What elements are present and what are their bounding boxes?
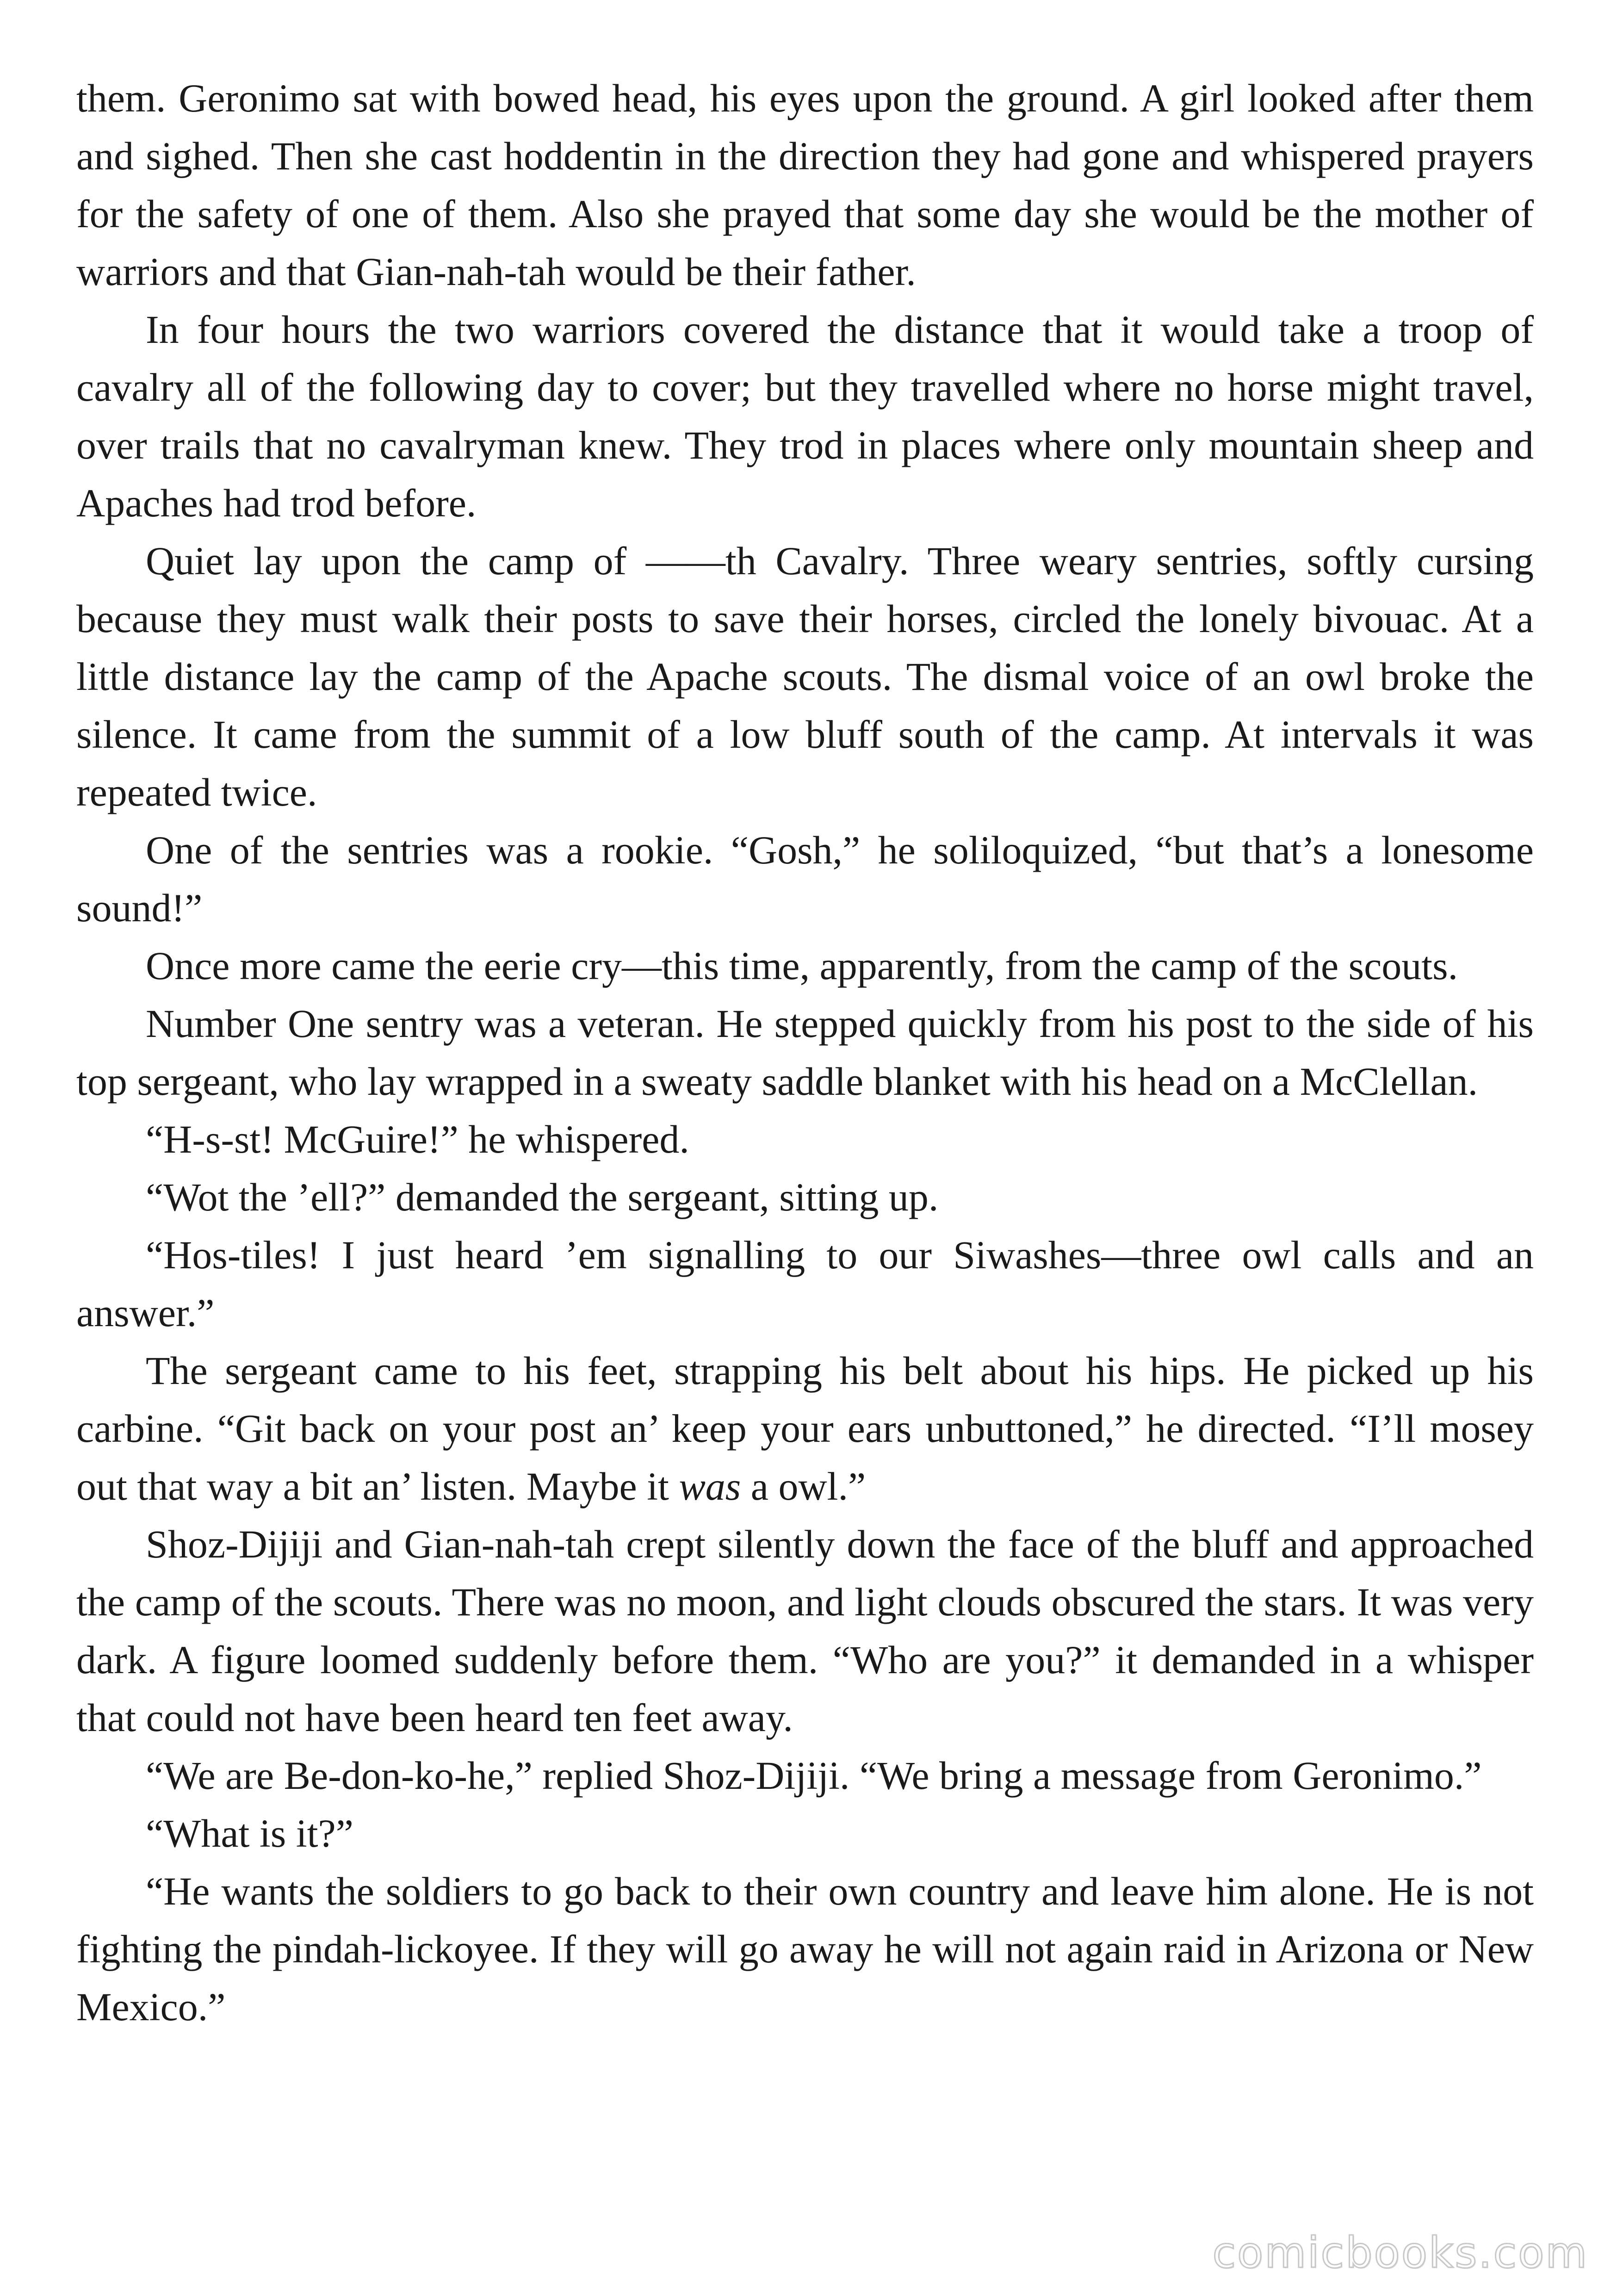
paragraph-with-emphasis: [76, 1342, 1534, 1515]
paragraph: In four hours the two warriors covered the distance that it would take a troop of cavalry all of the following day to cover; but they travelled where no horse might travel, over trails that no cavalryman knew. They trod in places where only mountain sheep and Apaches had trod before.: [76, 307, 1534, 525]
paragraph: “Hos-tiles! I just heard ’em signalling to our Siwashes—three owl calls and an answer.”: [76, 1233, 1534, 1335]
paragraph: One of the sentries was a rookie. “Gosh,” he soliloquized, “but that’s a lonesome sound!”: [76, 828, 1534, 930]
book-page-text: [76, 69, 1534, 2036]
paragraph-continued: them. Geronimo sat with bowed head, his eyes upon the ground. A girl looked after them and sighed. Then she cast hoddentin in the direction they had gone and whispered prayers for the safety of one of them. Also she prayed that some day she would be the mother of warriors and that Gian-nah-tah would be their father.: [76, 76, 1534, 294]
paragraph: “What is it?”: [146, 1811, 353, 1855]
text-after-emphasis: a owl.”: [741, 1464, 866, 1508]
paragraph: “H-s-st! McGuire!” he whispered.: [146, 1117, 689, 1161]
paragraph: Once more came the eerie cry—this time, apparently, from the camp of the scouts.: [146, 943, 1458, 988]
paragraph: “Wot the ’ell?” demanded the sergeant, sitting up.: [146, 1175, 939, 1219]
paragraph: Shoz-Dijiji and Gian-nah-tah crept silently down the face of the bluff and approached the camp of the scouts. There was no moon, and light clouds obscured the stars. It was very dark. A figure loomed suddenly before them. “Who are you?” it demanded in a whisper that could not have been heard ten feet away.: [76, 1522, 1534, 1740]
paragraph: “We are Be-don-ko-he,” replied Shoz-Dijiji. “We bring a message from Geronimo.”: [146, 1753, 1482, 1798]
paragraph: Quiet lay upon the camp of ——th Cavalry. Three weary sentries, softly cursing because they must walk their posts to save their horses, circled the lonely bivouac. At a little distance lay the camp of the Apache scouts. The dismal voice of an owl broke the silence. It came from the summit of a low bluff south of the camp. At intervals it was repeated twice.: [76, 539, 1534, 814]
paragraph: Number One sentry was a veteran. He stepped quickly from his post to the side of his top sergeant, who lay wrapped in a sweaty saddle blanket with his head on a McClellan.: [76, 1001, 1534, 1104]
text-before-emphasis: The sergeant came to his feet, strapping his belt about his hips. He picked up his carbine. “Git back on your post an’ keep your ears unbuttoned,” he directed. “I’ll mosey out that way a bit an’ listen. Maybe it: [76, 1348, 1534, 1508]
watermark: comicbooks.com: [1212, 2228, 1588, 2277]
paragraph: “He wants the soldiers to go back to their own country and leave him alone. He is not fighting the pindah-lickoyee. If they will go away he will not again raid in Arizona or New Mexico.”: [76, 1869, 1534, 2029]
emphasized-word: was: [679, 1464, 741, 1508]
